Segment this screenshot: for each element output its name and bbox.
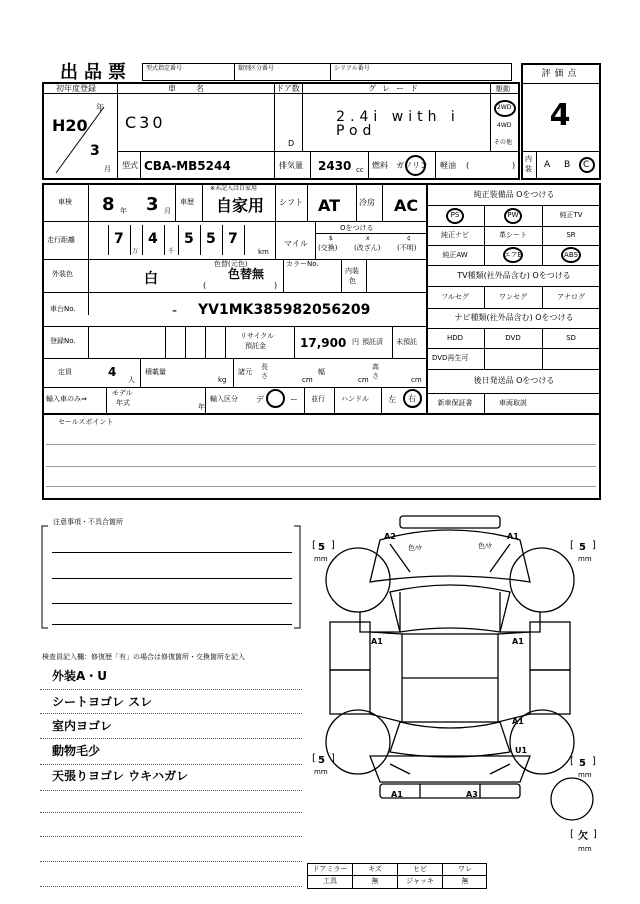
equip-navi: 純正ナビ bbox=[441, 231, 469, 239]
legend-tools: 工具 bbox=[323, 877, 337, 885]
color-paren-close: ) bbox=[274, 281, 278, 290]
spare-unit: mm bbox=[578, 845, 592, 853]
interior-grade-b: B bbox=[564, 160, 571, 170]
recycle-value: 17,900 bbox=[300, 336, 347, 350]
model-year-label-1: モデル bbox=[112, 389, 133, 397]
evaluation-score: 4 bbox=[549, 98, 571, 133]
spare-status: 欠 bbox=[578, 831, 588, 842]
class-number-label: 類別区分番号 bbox=[238, 65, 275, 72]
inspection-month: 3 bbox=[146, 194, 159, 215]
fuel-diesel: 軽油 bbox=[440, 161, 456, 170]
capacity-unit: 人 bbox=[128, 376, 135, 384]
diagram-a1-side: A1 bbox=[512, 717, 524, 726]
form-title: 出品票 bbox=[60, 62, 132, 83]
displacement-unit: cc bbox=[356, 166, 364, 174]
registration-month: 3 bbox=[90, 143, 100, 159]
mileage-opt3: (不明) bbox=[397, 244, 417, 252]
mileage-opt2: (改ざん) bbox=[354, 244, 381, 252]
legend-break: ワレ bbox=[458, 865, 472, 873]
doors-d: D bbox=[288, 139, 295, 148]
equip-abs: ABS bbox=[564, 251, 578, 259]
tire-rl-unit: mm bbox=[314, 768, 328, 776]
mileage-unit-man: 万 bbox=[132, 248, 139, 255]
legend-jack: ジャッキ bbox=[406, 877, 434, 885]
import-de: デ bbox=[256, 395, 264, 404]
diagram-u1: U1 bbox=[515, 746, 528, 755]
dimensions-label: 諸元 bbox=[238, 368, 252, 376]
equip-airbag: エアB bbox=[503, 251, 523, 259]
legend-crack: ヒビ bbox=[413, 865, 427, 873]
load-unit: kg bbox=[218, 376, 227, 384]
interior-grade-c: C bbox=[583, 160, 590, 170]
type-value: CBA-MB5244 bbox=[144, 159, 231, 173]
drive-4wd: 4WD bbox=[497, 122, 512, 129]
diagram-a3: A3 bbox=[466, 790, 478, 799]
color-no-label: カラーNo. bbox=[286, 260, 319, 268]
navi-type-title: ナビ種類(社外品含む) Oをつける bbox=[454, 313, 574, 322]
tire-fl-close: ] bbox=[331, 540, 335, 551]
navi-dvd: DVD bbox=[505, 334, 521, 342]
color-change-label: 色替(元色) bbox=[214, 260, 248, 268]
inspection-month-unit: 月 bbox=[164, 207, 171, 215]
chassis-number: YV1MK385982056209 bbox=[198, 302, 371, 318]
tire-fr-unit: mm bbox=[578, 555, 592, 563]
height-label-2: さ bbox=[372, 372, 379, 380]
tv-type-title: TV種類(社外品含む) Oをつける bbox=[457, 271, 571, 280]
width-label: 幅 bbox=[318, 368, 325, 376]
first-registration-label: 初年度登録 bbox=[56, 84, 96, 93]
grade-label: グレード bbox=[368, 84, 424, 93]
import-dash: ー bbox=[290, 395, 298, 404]
tire-fr-open: [ bbox=[570, 540, 574, 551]
evaluation-label: 評価点 bbox=[541, 69, 581, 79]
color-paren-open: ( bbox=[203, 281, 207, 290]
mileage-opt3-symbol: ¢ bbox=[407, 235, 411, 242]
mileage-digit-1: 7 bbox=[114, 231, 124, 247]
tire-fl-depth: 5 bbox=[318, 542, 325, 553]
recycle-deposited: 預託済 bbox=[362, 338, 383, 346]
import-parallel: 並行 bbox=[311, 395, 325, 403]
tire-fr-depth: 5 bbox=[579, 542, 586, 553]
mileage-circle-note: Oをつける bbox=[340, 224, 374, 232]
exterior-color-label: 外装色 bbox=[52, 270, 73, 278]
equip-pw: PW bbox=[507, 211, 519, 219]
grade-value-line1: 2.4i with i bbox=[336, 109, 460, 125]
diagram-color-fade-2: 色ﾊｹ bbox=[478, 542, 492, 550]
displacement-label: 排気量 bbox=[279, 161, 303, 170]
shift-label: シフト bbox=[279, 198, 303, 207]
capacity-value: 4 bbox=[108, 365, 117, 379]
spare-open: [ bbox=[570, 829, 574, 840]
recycle-yen: 円 bbox=[352, 338, 359, 346]
tire-rl-open: [ bbox=[312, 753, 316, 764]
tire-fr-close: ] bbox=[592, 540, 596, 551]
chassis-label: 車台No. bbox=[50, 305, 76, 313]
capacity-label: 定員 bbox=[58, 368, 72, 376]
spare-close: ] bbox=[593, 829, 597, 840]
model-year-unit: 年 bbox=[198, 403, 205, 411]
legend-tools-value: 無 bbox=[371, 877, 379, 885]
diagram-a1-top: A1 bbox=[507, 532, 519, 541]
legend-scratch: キズ bbox=[368, 865, 382, 873]
diagram-color-fade-1: 色ﾊｹ bbox=[408, 544, 422, 552]
tire-rr-depth: 5 bbox=[579, 758, 586, 769]
mileage-opt1-symbol: $ bbox=[329, 235, 333, 242]
mileage-digit-3: 5 bbox=[184, 231, 194, 247]
mileage-mile: マイル bbox=[284, 239, 308, 248]
import-class-label: 輸入区分 bbox=[210, 395, 238, 403]
navi-hdd: HDD bbox=[446, 334, 464, 342]
mileage-digit-4: 5 bbox=[206, 231, 216, 247]
height-cm: cm bbox=[411, 376, 422, 384]
mileage-digit-2: 4 bbox=[148, 231, 158, 247]
later-shipment-title: 後日発送品 Oをつける bbox=[473, 376, 555, 385]
note-line-5: 天張りヨゴレ ウキハガレ bbox=[52, 769, 189, 783]
interior-grade-a: A bbox=[544, 160, 551, 170]
interior-label-1: 内 bbox=[525, 155, 532, 163]
sales-point-label: セールスポイント bbox=[58, 418, 114, 426]
fuel-label: 燃料 bbox=[372, 161, 388, 170]
history-note: ※未記入は自家用 bbox=[210, 185, 258, 192]
equip-sr: SR bbox=[566, 231, 576, 239]
equip-ps: PS bbox=[450, 211, 460, 219]
length-label-1: 長 bbox=[261, 363, 268, 371]
height-label-1: 高 bbox=[372, 363, 379, 371]
load-label: 積載量 bbox=[145, 368, 166, 376]
doors-label: ドア数 bbox=[276, 84, 300, 93]
legend-door-mirror: ドアミラー bbox=[312, 865, 348, 873]
diagram-a2: A2 bbox=[384, 532, 396, 541]
equip-tv: 純正TV bbox=[559, 211, 583, 219]
ac-value: AC bbox=[394, 196, 419, 215]
width-cm: cm bbox=[358, 376, 369, 384]
recycle-label-2: 預託金 bbox=[245, 342, 266, 350]
tv-fullseg: フルセグ bbox=[441, 293, 469, 301]
inspection-year: 8 bbox=[102, 194, 115, 215]
fuel-gasoline-circle bbox=[405, 155, 426, 176]
mileage-opt1: (交換) bbox=[318, 244, 338, 252]
dvd-playback: DVD再生可 bbox=[432, 354, 469, 362]
mileage-unit-km: km bbox=[258, 248, 269, 256]
displacement-value: 2430 bbox=[318, 159, 352, 173]
note-line-1: 外装A・U bbox=[52, 669, 108, 683]
owner-manual: 車両取説 bbox=[499, 399, 527, 407]
drive-other: その他 bbox=[494, 139, 513, 146]
spare-tire-icon bbox=[548, 775, 596, 823]
handle-right: 右 bbox=[408, 394, 416, 403]
tire-rl-close: ] bbox=[331, 753, 335, 764]
inspector-note-label: 検査員記入欄：修復歴「有」の場合は修復箇所・交換箇所を記入 bbox=[42, 653, 245, 661]
import-dealer-circle bbox=[266, 389, 285, 408]
era-year: H20 bbox=[52, 116, 88, 135]
tire-rl-depth: 5 bbox=[318, 755, 325, 766]
tire-rr-unit: mm bbox=[578, 771, 592, 779]
tire-rr-open: [ bbox=[570, 756, 574, 767]
handle-label: ハンドル bbox=[341, 395, 369, 403]
exterior-color-value: 白 bbox=[144, 271, 158, 287]
import-only-label: 輸入車のみ⇒ bbox=[46, 395, 87, 403]
notes-label: 注意事項・不具合箇所 bbox=[53, 518, 123, 526]
drive-2wd: 2WD bbox=[497, 104, 512, 111]
diagram-a1-right: A1 bbox=[512, 637, 524, 646]
tv-analog: アナログ bbox=[557, 293, 585, 301]
interior-label-2: 装 bbox=[525, 165, 532, 173]
inspection-label: 車検 bbox=[58, 198, 72, 206]
shift-value: AT bbox=[318, 196, 341, 215]
length-label-2: さ bbox=[261, 372, 268, 380]
equipment-title: 純正装備品 Oをつける bbox=[473, 190, 555, 199]
fuel-gasoline: ガソリン bbox=[396, 161, 428, 170]
diagram-a1-bottom: A1 bbox=[391, 790, 403, 799]
ac-label: 冷房 bbox=[359, 198, 375, 207]
recycle-label-1: リサイクル bbox=[240, 332, 275, 340]
tire-fl-open: [ bbox=[312, 540, 316, 551]
drive-label: 駆動 bbox=[496, 85, 510, 93]
history-label: 車歴 bbox=[180, 198, 194, 206]
model-value: C30 bbox=[125, 113, 166, 132]
equip-aw: 純正AW bbox=[442, 251, 468, 259]
model-year-label-2: 年式 bbox=[116, 399, 130, 407]
tv-oneseg: ワンセグ bbox=[499, 293, 527, 301]
chassis-dash: - bbox=[172, 303, 178, 319]
car-damage-diagram bbox=[310, 512, 610, 812]
tire-fl-unit: mm bbox=[314, 555, 328, 563]
equip-leather: 革シート bbox=[499, 231, 527, 239]
mileage-unit-sen: 千 bbox=[168, 248, 175, 255]
length-cm: cm bbox=[302, 376, 313, 384]
interior-color-2: 色 bbox=[349, 277, 356, 285]
serial-fields bbox=[142, 63, 512, 81]
history-value: 自家用 bbox=[216, 196, 265, 215]
note-line-4: 動物毛少 bbox=[52, 744, 101, 758]
recycle-not-deposited: 未預託 bbox=[396, 338, 417, 346]
fuel-paren-open: ( bbox=[466, 161, 470, 170]
type-label: 型式 bbox=[122, 161, 138, 170]
month-kanji: 月 bbox=[104, 165, 111, 173]
model-label: 車名 bbox=[168, 84, 224, 93]
date-slash bbox=[42, 93, 117, 180]
year-kanji: 年 bbox=[96, 103, 104, 112]
mileage-label: 走行距離 bbox=[47, 236, 75, 244]
navi-sd: SD bbox=[566, 334, 576, 342]
handle-left: 左 bbox=[388, 395, 396, 404]
grade-value-line2: Pod bbox=[336, 123, 377, 139]
legend-jack-value: 無 bbox=[461, 877, 469, 885]
mileage-digit-5: 7 bbox=[228, 231, 238, 247]
note-line-3: 室内ヨゴレ bbox=[52, 719, 113, 733]
serial-number-label: シリアル番号 bbox=[334, 65, 370, 72]
color-change-value: 色替無 bbox=[228, 267, 265, 281]
note-line-2: シートヨゴレ スレ bbox=[52, 695, 153, 709]
diagram-a1-left: A1 bbox=[371, 637, 383, 646]
registration-no-label: 登録No. bbox=[50, 337, 76, 345]
notes-bracket bbox=[40, 520, 302, 632]
type-designation-label: 型式指定番号 bbox=[146, 65, 183, 72]
fuel-paren-close: ) bbox=[512, 161, 516, 170]
mileage-opt2-symbol: x bbox=[366, 235, 370, 242]
inspection-year-unit: 年 bbox=[120, 207, 127, 215]
new-car-warranty: 新車保証書 bbox=[437, 399, 473, 407]
interior-color-1: 内装 bbox=[345, 267, 359, 275]
tire-rr-close: ] bbox=[592, 756, 596, 767]
